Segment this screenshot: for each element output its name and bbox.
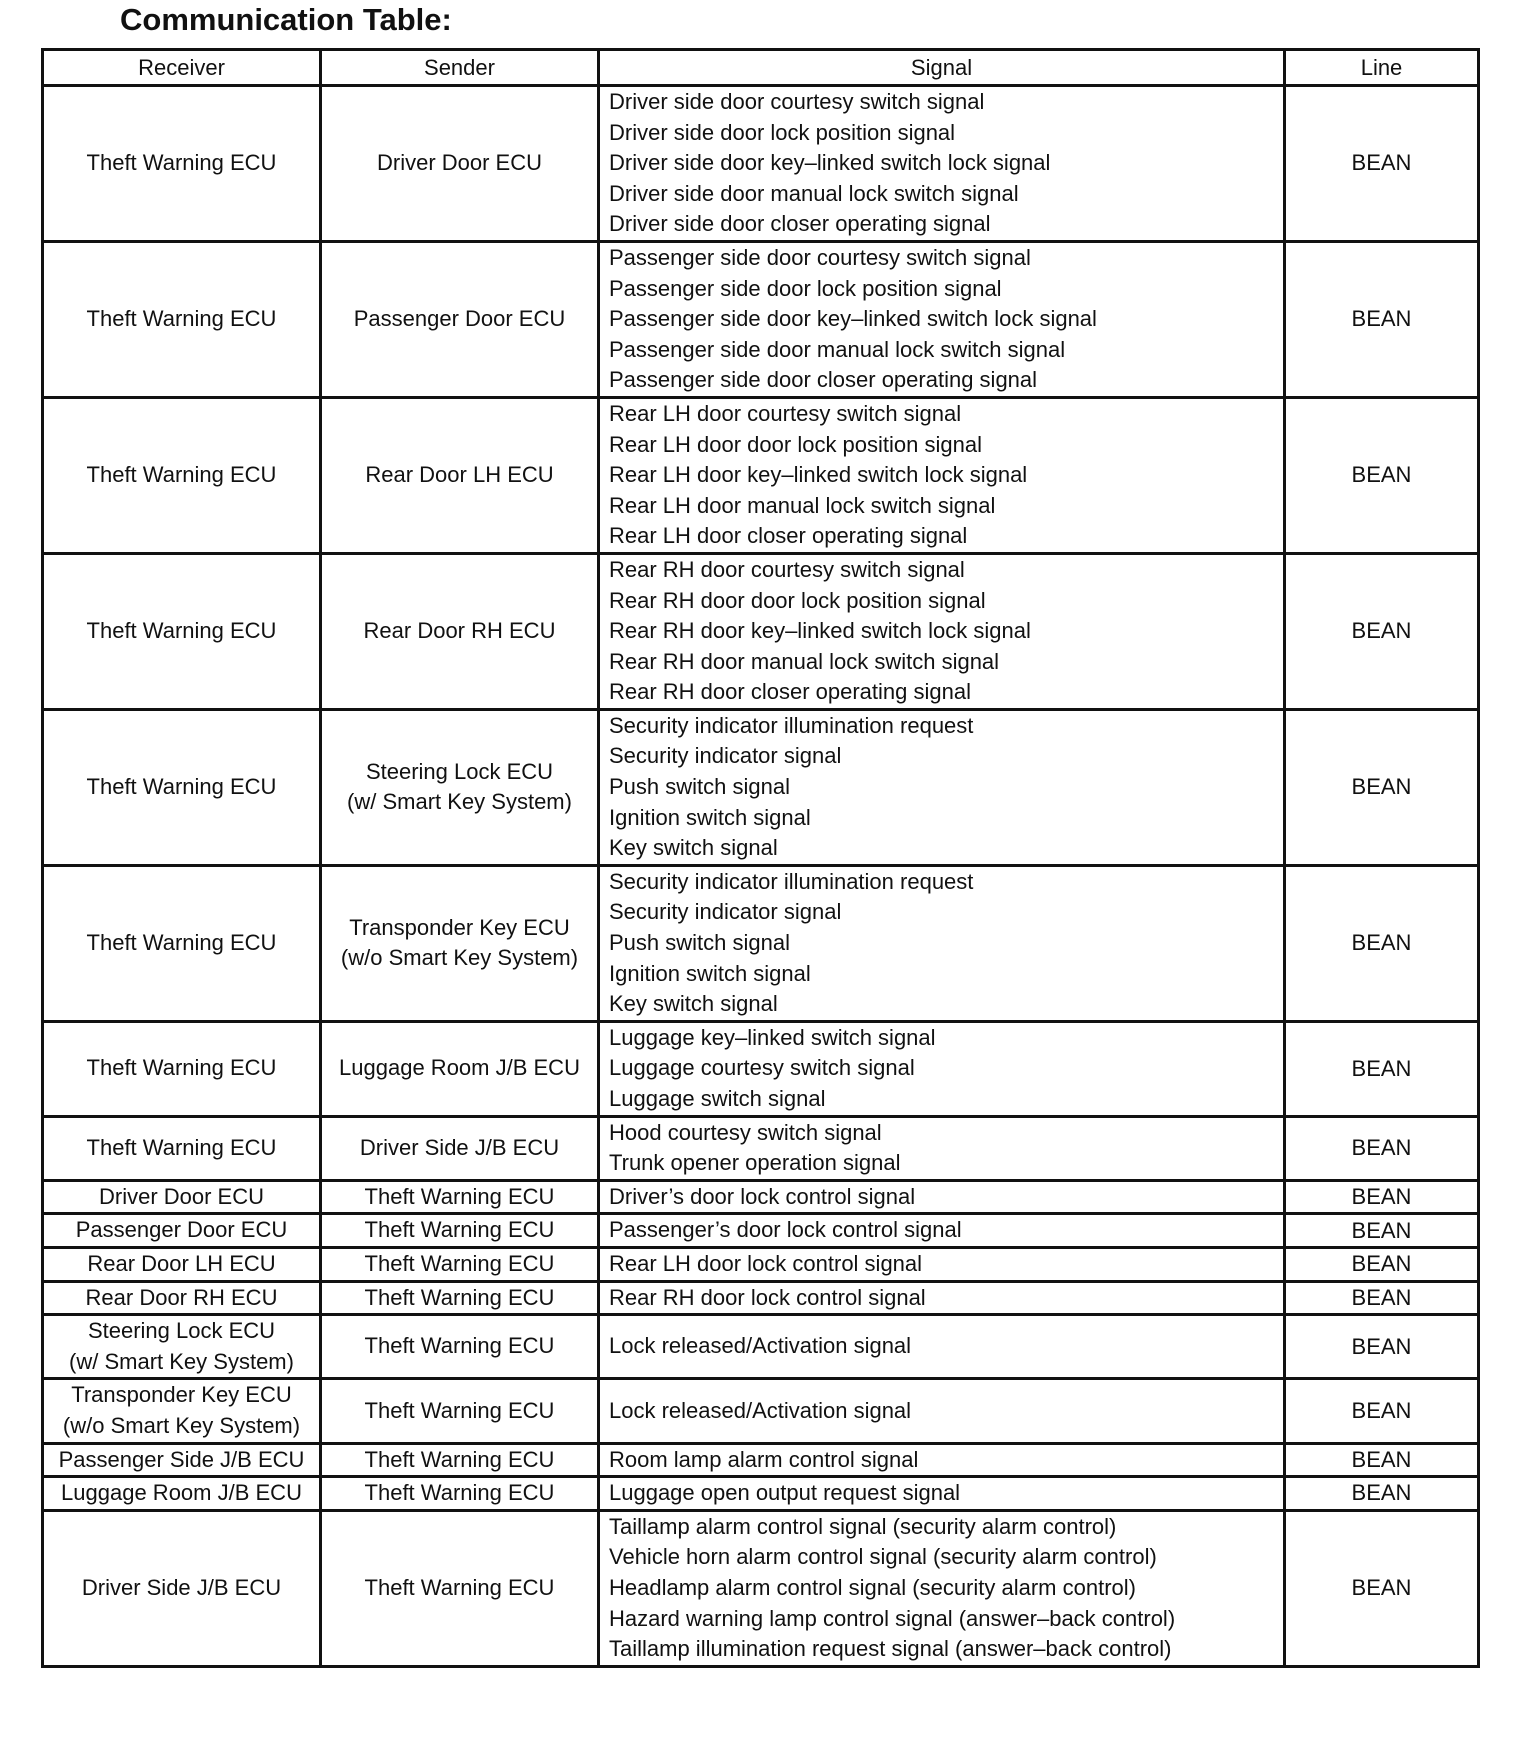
sender-text: (w/ Smart Key System)	[347, 789, 572, 815]
receiver-text: Theft Warning ECU	[86, 462, 277, 488]
table-body	[43, 86, 1479, 1667]
signal-text: Driver side door lock position signal	[609, 119, 956, 145]
sender-cell	[321, 241, 599, 397]
signal-cell	[599, 1510, 1285, 1666]
receiver-cell	[43, 1116, 321, 1180]
line-cell: BEAN	[1285, 241, 1479, 397]
receiver-text: Passenger Side J/B ECU	[58, 1446, 305, 1472]
sender-text: Luggage Room J/B ECU	[339, 1055, 580, 1081]
receiver-text: Passenger Door ECU	[75, 1217, 288, 1243]
sender-text: Transponder Key ECU	[349, 914, 570, 940]
signal-text: Driver side door closer operating signal	[609, 211, 991, 237]
signal-cell	[599, 397, 1285, 553]
signal-cell	[599, 1021, 1285, 1116]
table-row	[43, 553, 1479, 709]
signal-text: Rear RH door key–linked switch lock signal	[609, 618, 1031, 644]
receiver-text: (w/ Smart Key System)	[69, 1348, 294, 1374]
signal-text: Rear LH door lock control signal	[609, 1250, 923, 1276]
receiver-cell	[43, 1443, 321, 1477]
receiver-cell	[43, 865, 321, 1021]
receiver-cell	[43, 1281, 321, 1315]
table-header-row	[43, 50, 1479, 86]
signal-text: Rear RH door lock control signal	[609, 1284, 926, 1310]
signal-text: Luggage open output request signal	[609, 1480, 961, 1506]
line-cell: BEAN	[1285, 1116, 1479, 1180]
signal-text: Passenger side door closer operating signal	[609, 367, 1038, 393]
header-receiver: Receiver	[43, 50, 321, 86]
line-cell: BEAN	[1285, 1477, 1479, 1511]
signal-text: Push switch signal	[609, 930, 790, 956]
receiver-text: Steering Lock ECU	[87, 1318, 276, 1344]
signal-text: Luggage key–linked switch signal	[609, 1024, 936, 1050]
line-cell: BEAN	[1285, 397, 1479, 553]
sender-cell	[321, 1247, 599, 1281]
signal-text: Push switch signal	[609, 774, 790, 800]
sender-text: Theft Warning ECU	[364, 1250, 555, 1276]
line-cell: BEAN	[1285, 1281, 1479, 1315]
signal-text: Driver side door manual lock switch signal	[609, 180, 1019, 206]
sender-text: Theft Warning ECU	[364, 1217, 555, 1243]
table-row	[43, 1021, 1479, 1116]
signal-cell	[599, 709, 1285, 865]
line-cell: BEAN	[1285, 553, 1479, 709]
sender-text: Driver Door ECU	[376, 150, 543, 176]
table-row	[43, 1443, 1479, 1477]
signal-text: Hood courtesy switch signal	[609, 1119, 882, 1145]
table-row	[43, 1379, 1479, 1443]
table-row	[43, 865, 1479, 1021]
receiver-text: Theft Warning ECU	[86, 150, 277, 176]
receiver-cell	[43, 1510, 321, 1666]
signal-text: Taillamp alarm control signal (security alarm control)	[609, 1513, 1117, 1539]
signal-text: Rear RH door courtesy switch signal	[609, 556, 965, 582]
table-row	[43, 1116, 1479, 1180]
signal-text: Security indicator signal	[609, 743, 842, 769]
signal-text: Passenger side door key–linked switch lock signal	[609, 306, 1097, 332]
sender-text: Theft Warning ECU	[364, 1333, 555, 1359]
receiver-cell	[43, 553, 321, 709]
sender-cell	[321, 1510, 599, 1666]
signal-text: Passenger’s door lock control signal	[609, 1217, 962, 1243]
signal-text: Luggage courtesy switch signal	[609, 1055, 915, 1081]
signal-text: Security indicator signal	[609, 899, 842, 925]
table-row	[43, 241, 1479, 397]
sender-cell	[321, 86, 599, 242]
header-line: Line	[1285, 50, 1479, 86]
receiver-cell	[43, 1021, 321, 1116]
sender-cell	[321, 1116, 599, 1180]
receiver-cell	[43, 1180, 321, 1214]
signal-text: Rear LH door courtesy switch signal	[609, 400, 962, 426]
table-row	[43, 86, 1479, 242]
table-row	[43, 1281, 1479, 1315]
receiver-text: Luggage Room J/B ECU	[61, 1480, 302, 1506]
sender-cell	[321, 1214, 599, 1248]
sender-text: Rear Door RH ECU	[363, 618, 556, 644]
receiver-cell	[43, 397, 321, 553]
sender-text: Rear Door LH ECU	[365, 462, 554, 488]
receiver-text: Driver Door ECU	[98, 1183, 265, 1209]
receiver-text: Rear Door LH ECU	[87, 1250, 276, 1276]
sender-text: Theft Warning ECU	[364, 1183, 555, 1209]
sender-cell	[321, 1281, 599, 1315]
sender-cell	[321, 1021, 599, 1116]
signal-text: Passenger side door courtesy switch signal	[609, 244, 1031, 270]
sender-text: Theft Warning ECU	[364, 1446, 555, 1472]
table-row	[43, 709, 1479, 865]
signal-text: Passenger side door lock position signal	[609, 275, 1002, 301]
line-cell: BEAN	[1285, 709, 1479, 865]
receiver-cell	[43, 709, 321, 865]
signal-cell	[599, 1214, 1285, 1248]
line-cell: BEAN	[1285, 1247, 1479, 1281]
receiver-text: Theft Warning ECU	[86, 618, 277, 644]
table-row	[43, 1510, 1479, 1666]
signal-cell	[599, 1247, 1285, 1281]
receiver-text: Theft Warning ECU	[86, 306, 277, 332]
signal-text: Security indicator illumination request	[609, 712, 974, 738]
signal-text: Lock released/Activation signal	[609, 1333, 912, 1359]
sender-text: (w/o Smart Key System)	[340, 945, 579, 971]
receiver-cell	[43, 1315, 321, 1379]
sender-text: Steering Lock ECU	[365, 758, 554, 784]
table-row	[43, 1477, 1479, 1511]
signal-cell	[599, 1116, 1285, 1180]
signal-text: Headlamp alarm control signal (security alarm control)	[609, 1574, 1136, 1600]
receiver-text: Theft Warning ECU	[86, 1055, 277, 1081]
sender-cell	[321, 1315, 599, 1379]
signal-text: Driver side door courtesy switch signal	[609, 89, 985, 114]
signal-cell	[599, 553, 1285, 709]
table-row	[43, 1247, 1479, 1281]
signal-text: Trunk opener operation signal	[609, 1150, 901, 1176]
signal-text: Hazard warning lamp control signal (answer–back control)	[609, 1605, 1176, 1631]
sender-cell	[321, 397, 599, 553]
signal-text: Rear LH door key–linked switch lock signal	[609, 462, 1028, 488]
signal-cell	[599, 241, 1285, 397]
receiver-text: Theft Warning ECU	[86, 930, 277, 956]
receiver-text: (w/o Smart Key System)	[62, 1412, 301, 1438]
page-title: Communication Table:	[120, 2, 452, 37]
receiver-cell	[43, 241, 321, 397]
line-cell: BEAN	[1285, 1510, 1479, 1666]
line-cell: BEAN	[1285, 1443, 1479, 1477]
signal-text: Key switch signal	[609, 991, 778, 1017]
signal-cell	[599, 1180, 1285, 1214]
signal-cell	[599, 1281, 1285, 1315]
signal-text: Vehicle horn alarm control signal (security alarm control)	[609, 1544, 1157, 1570]
table-row	[43, 1180, 1479, 1214]
communication-table	[41, 48, 1480, 1668]
receiver-cell	[43, 1214, 321, 1248]
receiver-cell	[43, 1477, 321, 1511]
signal-cell	[599, 865, 1285, 1021]
sender-cell	[321, 709, 599, 865]
signal-text: Driver’s door lock control signal	[609, 1183, 916, 1209]
header-sender: Sender	[321, 50, 599, 86]
sender-text: Theft Warning ECU	[364, 1480, 555, 1506]
signal-cell	[599, 1379, 1285, 1443]
table-row	[43, 397, 1479, 553]
line-cell: BEAN	[1285, 86, 1479, 242]
receiver-text: Rear Door RH ECU	[85, 1284, 278, 1310]
receiver-text: Transponder Key ECU	[71, 1382, 292, 1408]
sender-text: Theft Warning ECU	[364, 1397, 555, 1423]
receiver-text: Driver Side J/B ECU	[81, 1574, 282, 1600]
line-cell: BEAN	[1285, 1214, 1479, 1248]
receiver-cell	[43, 86, 321, 242]
line-cell: BEAN	[1285, 1021, 1479, 1116]
signal-text: Rear RH door closer operating signal	[609, 679, 971, 705]
line-cell: BEAN	[1285, 1180, 1479, 1214]
table-row	[43, 1315, 1479, 1379]
signal-text: Room lamp alarm control signal	[609, 1446, 919, 1472]
line-cell: BEAN	[1285, 865, 1479, 1021]
signal-cell	[599, 1315, 1285, 1379]
signal-text: Key switch signal	[609, 835, 778, 861]
sender-text: Driver Side J/B ECU	[359, 1134, 560, 1160]
signal-text: Taillamp illumination request signal (answer–back control)	[609, 1636, 1172, 1662]
signal-text: Lock released/Activation signal	[609, 1397, 912, 1423]
receiver-cell	[43, 1379, 321, 1443]
sender-cell	[321, 1180, 599, 1214]
signal-text: Ignition switch signal	[609, 960, 811, 986]
signal-cell	[599, 1443, 1285, 1477]
signal-text: Rear LH door manual lock switch signal	[609, 492, 996, 518]
signal-text: Ignition switch signal	[609, 804, 811, 830]
signal-text: Luggage switch signal	[609, 1086, 826, 1111]
signal-text: Rear RH door manual lock switch signal	[609, 648, 1000, 674]
signal-text: Passenger side door manual lock switch signal	[609, 336, 1066, 362]
header-signal: Signal	[599, 50, 1285, 86]
signal-text: Driver side door key–linked switch lock signal	[609, 150, 1051, 176]
receiver-text: Theft Warning ECU	[86, 1134, 277, 1160]
receiver-text: Theft Warning ECU	[86, 774, 277, 800]
signal-cell	[599, 1477, 1285, 1511]
sender-text: Theft Warning ECU	[364, 1574, 555, 1600]
signal-text: Rear LH door closer operating signal	[609, 523, 968, 549]
line-cell: BEAN	[1285, 1379, 1479, 1443]
signal-cell	[599, 86, 1285, 242]
sender-cell	[321, 1477, 599, 1511]
sender-text: Passenger Door ECU	[353, 306, 566, 332]
sender-text: Theft Warning ECU	[364, 1284, 555, 1310]
signal-text: Security indicator illumination request	[609, 868, 974, 894]
table-row	[43, 1214, 1479, 1248]
sender-cell	[321, 1379, 599, 1443]
sender-cell	[321, 553, 599, 709]
signal-text: Rear LH door door lock position signal	[609, 431, 982, 457]
sender-cell	[321, 1443, 599, 1477]
receiver-cell	[43, 1247, 321, 1281]
signal-text: Rear RH door door lock position signal	[609, 587, 986, 613]
line-cell: BEAN	[1285, 1315, 1479, 1379]
sender-cell	[321, 865, 599, 1021]
